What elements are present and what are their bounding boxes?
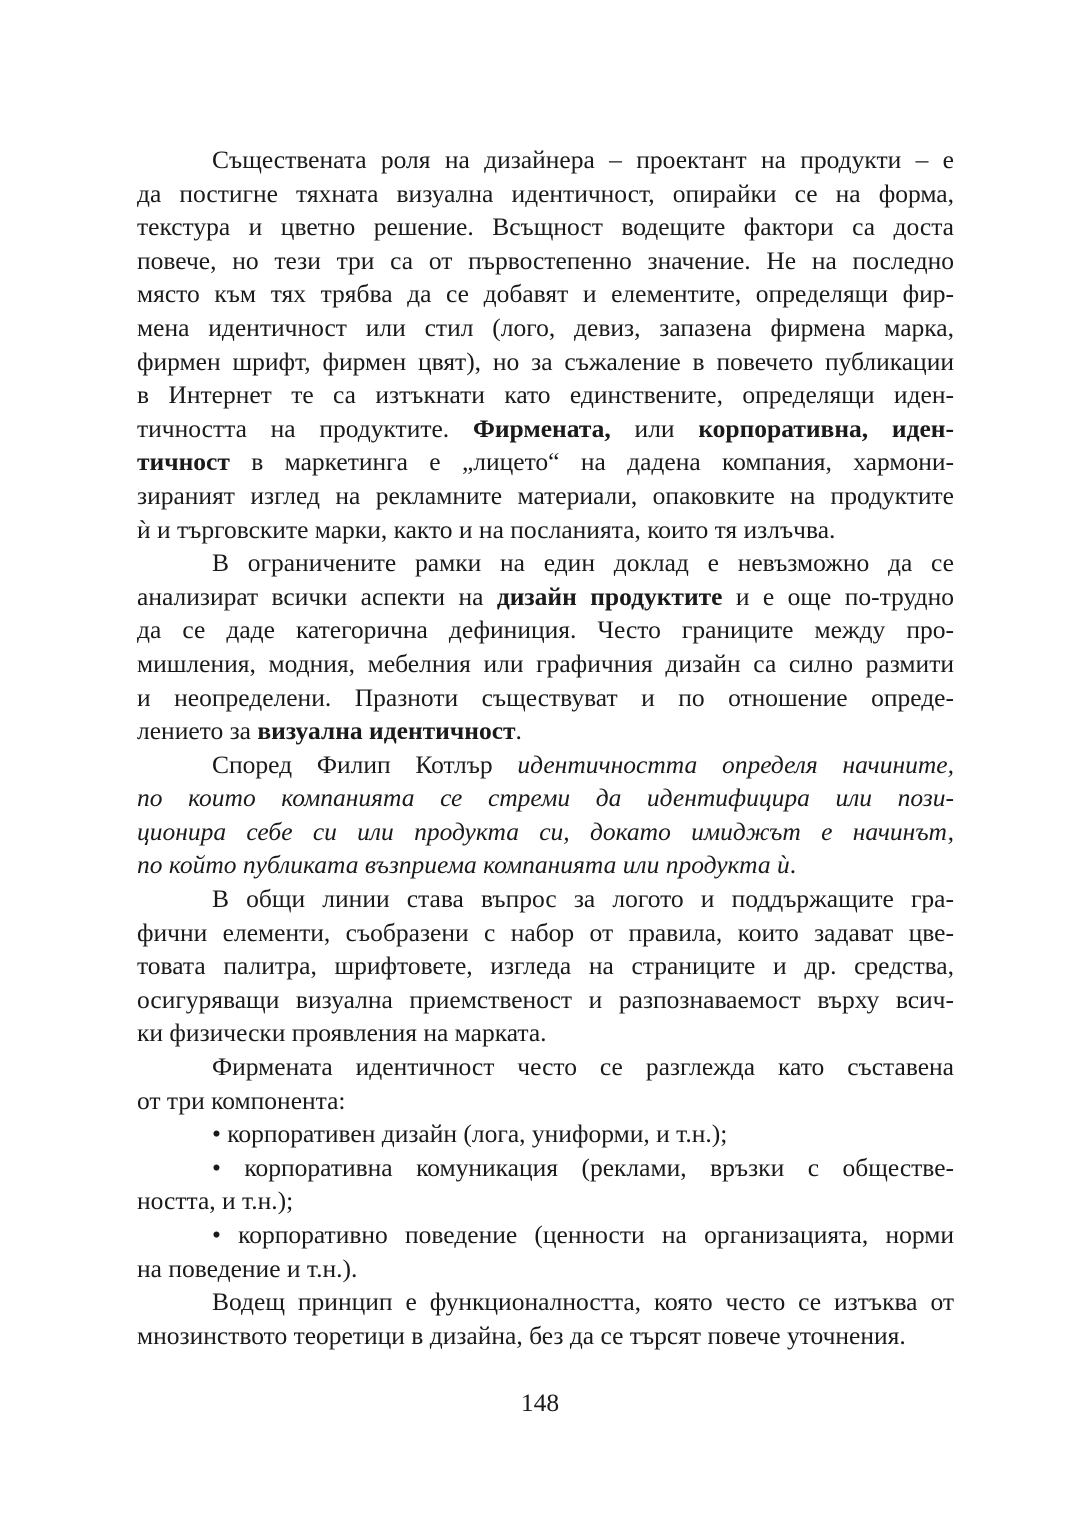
text-span: да постигне тяхната визуална идентичност, опирайки се на форма,: [137, 178, 954, 208]
text-line: [137, 1252, 954, 1286]
text-span: мишления, модния, мебелния или графичния дизайн са силно размити: [137, 648, 954, 678]
text-span: фични елементи, съобразени с набор от правила, които задават цве-: [137, 917, 954, 947]
bold-text: Фирмената,: [472, 413, 611, 443]
text-line: [137, 748, 954, 782]
text-span: мена идентичност или стил (лого, девиз, запазена фирмена марка,: [137, 312, 954, 342]
text-span: тичността на продуктите.: [137, 413, 473, 443]
text-line: [137, 143, 954, 177]
text-span: Съществената роля на дизайнера – проектант на продукти – е: [212, 145, 954, 174]
text-span: • корпоративно поведение (ценности на организацията, норми: [212, 1220, 954, 1249]
text-line: [137, 949, 954, 983]
text-line: [137, 1050, 954, 1084]
text-span: зираният изглед на рекламните материали, опаковките на продуктите: [137, 480, 954, 510]
text-span: и неопределени. Празноти съществуват и по отношение опреде-: [137, 682, 954, 712]
text-span: ки физически проявления на марката.: [137, 1018, 547, 1048]
text-line: [137, 1084, 954, 1118]
text-span: от три компонента:: [137, 1085, 346, 1115]
italic-text: по който публиката възприема компанията или продукта ѝ: [137, 850, 790, 880]
text-line: [137, 345, 954, 379]
text-line: [137, 378, 954, 412]
text-span: • корпоративна комуникация (реклами, връзки с обществе-: [212, 1152, 954, 1182]
text-line: [137, 681, 954, 715]
text-line: [137, 412, 954, 446]
text-span: текстура и цветно решение. Всъщност водещите фактори са доста: [137, 212, 954, 242]
text-line: [137, 1319, 954, 1353]
text-line: [137, 311, 954, 345]
text-span: анализират всички аспекти на: [137, 581, 497, 611]
text-line: [137, 479, 954, 513]
text-line: [137, 580, 954, 614]
text-line: [137, 983, 954, 1017]
text-line: [137, 445, 954, 479]
text-line: [137, 177, 954, 211]
text-line: [137, 848, 954, 882]
text-line: [137, 882, 954, 916]
text-span: да се даде категорична дефиниция. Често границите между про-: [137, 615, 954, 645]
bold-text: тичност: [137, 447, 230, 477]
bold-text: корпоративна, иден-: [698, 413, 954, 443]
text-line: [137, 1285, 954, 1319]
page-body: [137, 143, 954, 1352]
text-span: и е още по-трудно: [722, 581, 954, 611]
text-span: или: [610, 413, 699, 443]
text-line: [137, 244, 954, 278]
text-span: Според Филип Котлър: [212, 749, 518, 779]
text-span: място към тях трябва да се добавят и елементите, определящи фир-: [137, 279, 954, 309]
text-line: [137, 1151, 954, 1185]
text-line: [137, 1218, 954, 1252]
text-line: [137, 546, 954, 580]
text-line: [137, 1016, 954, 1050]
text-span: ѝ и търговските марки, както и на посланията, които тя излъчва.: [137, 514, 836, 544]
text-span: Водещ принцип е функционалността, която често се изтъква от: [212, 1287, 954, 1317]
italic-text: идентичността определя начините,: [517, 749, 954, 779]
italic-text: по които компанията се стреми да идентифицира или пози-: [137, 783, 954, 813]
text-line: [137, 714, 954, 748]
text-span: • корпоративен дизайн (лога, униформи, и т.н.);: [212, 1119, 728, 1149]
text-line: [137, 613, 954, 647]
bold-text: дизайн продуктите: [496, 581, 723, 611]
text-line: [137, 647, 954, 681]
text-span: .: [515, 716, 522, 746]
text-line: [137, 513, 954, 547]
text-span: В общи линии става въпрос за логото и поддържащите гра-: [212, 884, 954, 914]
page-number: 148: [520, 1388, 560, 1417]
text-line: [137, 210, 954, 244]
text-line: [137, 815, 954, 849]
bold-text: визуална идентичност: [257, 716, 516, 746]
text-span: лението за: [137, 716, 258, 746]
text-line: [137, 1117, 954, 1151]
text-span: ността, и т.н.);: [137, 1186, 294, 1216]
text-span: фирмен шрифт, фирмен цвят), но за съжаление в повечето публикации: [137, 346, 954, 376]
text-line: [137, 916, 954, 950]
text-span: В ограничените рамки на един доклад е невъзможно да се: [212, 548, 954, 578]
text-span: мнозинството теоретици в дизайна, без да се търсят повече уточнения.: [137, 1320, 906, 1350]
text-line: [137, 1184, 954, 1218]
text-span: на поведение и т.н.).: [137, 1253, 358, 1283]
text-line: [137, 277, 954, 311]
italic-text: ционира себе си или продукта си, докато имиджът е начинът,: [137, 816, 954, 846]
text-span: в маркетинга е „лицето“ на дадена компания, хармони-: [229, 447, 954, 477]
text-span: осигуряващи визуална приемственост и разпознаваемост върху всич-: [137, 984, 954, 1014]
text-span: товата палитра, шрифтовете, изгледа на страниците и др. средства,: [137, 951, 954, 981]
text-span: в Интернет те са изтъкнати като единствените, определящи иден-: [137, 380, 954, 410]
text-span: повече, но тези три са от първостепенно значение. Не на последно: [137, 245, 954, 275]
text-span: .: [789, 850, 797, 880]
text-line: [137, 781, 954, 815]
text-span: Фирмената идентичност често се разглежда като съставена: [212, 1052, 954, 1082]
